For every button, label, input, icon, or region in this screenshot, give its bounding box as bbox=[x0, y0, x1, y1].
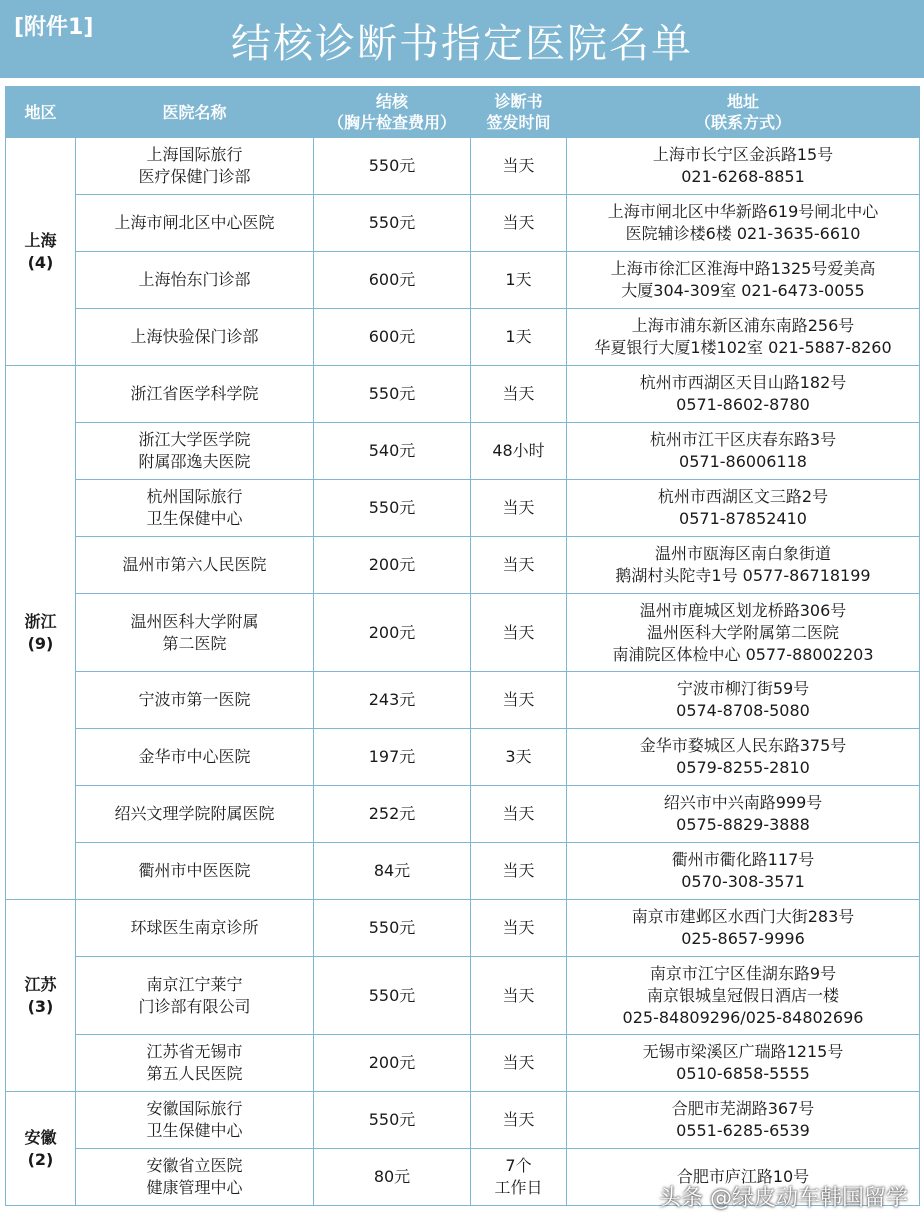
region-cell: 上海 (4) bbox=[6, 138, 76, 366]
table-row bbox=[6, 480, 920, 537]
hospital-name-cell: 杭州国际旅行 卫生保健中心 bbox=[76, 480, 314, 537]
fee-cell: 600元 bbox=[314, 252, 471, 309]
table-header-row bbox=[6, 87, 920, 138]
issue-time-cell: 当天 bbox=[471, 366, 567, 423]
hospital-name-cell: 绍兴文理学院附属医院 bbox=[76, 786, 314, 843]
issue-time-cell: 当天 bbox=[471, 1092, 567, 1149]
hospital-name-cell: 金华市中心医院 bbox=[76, 729, 314, 786]
fee-cell: 550元 bbox=[314, 480, 471, 537]
table-row bbox=[6, 1035, 920, 1092]
address-cell: 上海市长宁区金浜路15号 021-6268-8851 bbox=[567, 138, 920, 195]
address-cell: 温州市瓯海区南白象街道 鹅湖村头陀寺1号 0577-86718199 bbox=[567, 537, 920, 594]
address-cell: 上海市闸北区中华新路619号闸北中心 医院辅诊楼6楼 021-3635-6610 bbox=[567, 195, 920, 252]
issue-time-cell: 当天 bbox=[471, 138, 567, 195]
issue-time-cell: 7个 工作日 bbox=[471, 1149, 567, 1206]
issue-time-cell: 当天 bbox=[471, 957, 567, 1035]
fee-cell: 550元 bbox=[314, 900, 471, 957]
table-row bbox=[6, 537, 920, 594]
issue-time-cell: 3天 bbox=[471, 729, 567, 786]
hospital-name-cell: 上海市闸北区中心医院 bbox=[76, 195, 314, 252]
address-cell: 上海市徐汇区淮海中路1325号爱美高 大厦304-309室 021-6473-0055 bbox=[567, 252, 920, 309]
fee-cell: 200元 bbox=[314, 1035, 471, 1092]
fee-cell: 80元 bbox=[314, 1149, 471, 1206]
region-cell: 安徽 (2) bbox=[6, 1092, 76, 1206]
address-cell: 南京市江宁区佳湖东路9号 南京银城皇冠假日酒店一楼 025-84809296/025-84802696 bbox=[567, 957, 920, 1035]
header-banner bbox=[0, 0, 924, 78]
hospital-name-cell: 环球医生南京诊所 bbox=[76, 900, 314, 957]
hospital-table bbox=[5, 86, 920, 1206]
hospital-name-cell: 上海国际旅行 医疗保健门诊部 bbox=[76, 138, 314, 195]
watermark: 头条 @绿皮动车韩国留学 bbox=[659, 1186, 908, 1211]
address-cell: 杭州市西湖区文三路2号 0571-87852410 bbox=[567, 480, 920, 537]
column-header-hospital: 医院名称 bbox=[76, 87, 314, 138]
table-row bbox=[6, 366, 920, 423]
table-row bbox=[6, 786, 920, 843]
table-row bbox=[6, 1092, 920, 1149]
fee-cell: 550元 bbox=[314, 957, 471, 1035]
fee-cell: 243元 bbox=[314, 672, 471, 729]
column-header-time: 诊断书 签发时间 bbox=[471, 87, 567, 138]
hospital-name-cell: 浙江大学医学院 附属邵逸夫医院 bbox=[76, 423, 314, 480]
hospital-name-cell: 安徽省立医院 健康管理中心 bbox=[76, 1149, 314, 1206]
hospital-name-cell: 宁波市第一医院 bbox=[76, 672, 314, 729]
hospital-name-cell: 安徽国际旅行 卫生保健中心 bbox=[76, 1092, 314, 1149]
issue-time-cell: 当天 bbox=[471, 786, 567, 843]
address-cell: 合肥市庐江路10号 bbox=[567, 1149, 920, 1206]
hospital-name-cell: 衢州市中医医院 bbox=[76, 843, 314, 900]
table-row bbox=[6, 252, 920, 309]
address-cell: 杭州市江干区庆春东路3号 0571-86006118 bbox=[567, 423, 920, 480]
page-title: 结核诊断书指定医院名单 bbox=[231, 21, 693, 67]
table-row bbox=[6, 843, 920, 900]
fee-cell: 197元 bbox=[314, 729, 471, 786]
issue-time-cell: 当天 bbox=[471, 195, 567, 252]
fee-cell: 550元 bbox=[314, 138, 471, 195]
issue-time-cell: 当天 bbox=[471, 843, 567, 900]
table-row bbox=[6, 957, 920, 1035]
hospital-name-cell: 江苏省无锡市 第五人民医院 bbox=[76, 1035, 314, 1092]
region-cell: 浙江 (9) bbox=[6, 366, 76, 900]
issue-time-cell: 当天 bbox=[471, 900, 567, 957]
address-cell: 南京市建邺区水西门大街283号 025-8657-9996 bbox=[567, 900, 920, 957]
hospital-name-cell: 温州市第六人民医院 bbox=[76, 537, 314, 594]
issue-time-cell: 48小时 bbox=[471, 423, 567, 480]
region-cell: 江苏 (3) bbox=[6, 900, 76, 1092]
address-cell: 无锡市梁溪区广瑞路1215号 0510-6858-5555 bbox=[567, 1035, 920, 1092]
table-row bbox=[6, 729, 920, 786]
issue-time-cell: 当天 bbox=[471, 594, 567, 672]
issue-time-cell: 当天 bbox=[471, 1035, 567, 1092]
issue-time-cell: 当天 bbox=[471, 537, 567, 594]
hospital-name-cell: 浙江省医学科学院 bbox=[76, 366, 314, 423]
fee-cell: 540元 bbox=[314, 423, 471, 480]
table-body bbox=[6, 138, 920, 1206]
table-row bbox=[6, 594, 920, 672]
address-cell: 合肥市芜湖路367号 0551-6285-6539 bbox=[567, 1092, 920, 1149]
address-cell: 绍兴市中兴南路999号 0575-8829-3888 bbox=[567, 786, 920, 843]
address-cell: 金华市婺城区人民东路375号 0579-8255-2810 bbox=[567, 729, 920, 786]
fee-cell: 550元 bbox=[314, 1092, 471, 1149]
address-cell: 温州市鹿城区划龙桥路306号 温州医科大学附属第二医院 南浦院区体检中心 0577-88002203 bbox=[567, 594, 920, 672]
column-header-fee: 结核 （胸片检查费用） bbox=[314, 87, 471, 138]
issue-time-cell: 1天 bbox=[471, 252, 567, 309]
table-row bbox=[6, 900, 920, 957]
address-cell: 上海市浦东新区浦东南路256号 华夏银行大厦1楼102室 021-5887-8260 bbox=[567, 309, 920, 366]
table-row bbox=[6, 195, 920, 252]
issue-time-cell: 1天 bbox=[471, 309, 567, 366]
address-cell: 宁波市柳汀街59号 0574-8708-5080 bbox=[567, 672, 920, 729]
fee-cell: 200元 bbox=[314, 594, 471, 672]
fee-cell: 84元 bbox=[314, 843, 471, 900]
table-row bbox=[6, 423, 920, 480]
fee-cell: 600元 bbox=[314, 309, 471, 366]
attachment-tag: [附件1] bbox=[14, 15, 94, 40]
address-cell: 衢州市衢化路117号 0570-308-3571 bbox=[567, 843, 920, 900]
column-header-address: 地址 （联系方式） bbox=[567, 87, 920, 138]
fee-cell: 252元 bbox=[314, 786, 471, 843]
table-row bbox=[6, 309, 920, 366]
column-header-region: 地区 bbox=[6, 87, 76, 138]
fee-cell: 550元 bbox=[314, 195, 471, 252]
hospital-name-cell: 南京江宁莱宁 门诊部有限公司 bbox=[76, 957, 314, 1035]
hospital-name-cell: 上海怡东门诊部 bbox=[76, 252, 314, 309]
hospital-name-cell: 温州医科大学附属 第二医院 bbox=[76, 594, 314, 672]
issue-time-cell: 当天 bbox=[471, 672, 567, 729]
fee-cell: 200元 bbox=[314, 537, 471, 594]
table-row bbox=[6, 672, 920, 729]
issue-time-cell: 当天 bbox=[471, 480, 567, 537]
table-row bbox=[6, 138, 920, 195]
fee-cell: 550元 bbox=[314, 366, 471, 423]
hospital-name-cell: 上海快验保门诊部 bbox=[76, 309, 314, 366]
address-cell: 杭州市西湖区天目山路182号 0571-8602-8780 bbox=[567, 366, 920, 423]
